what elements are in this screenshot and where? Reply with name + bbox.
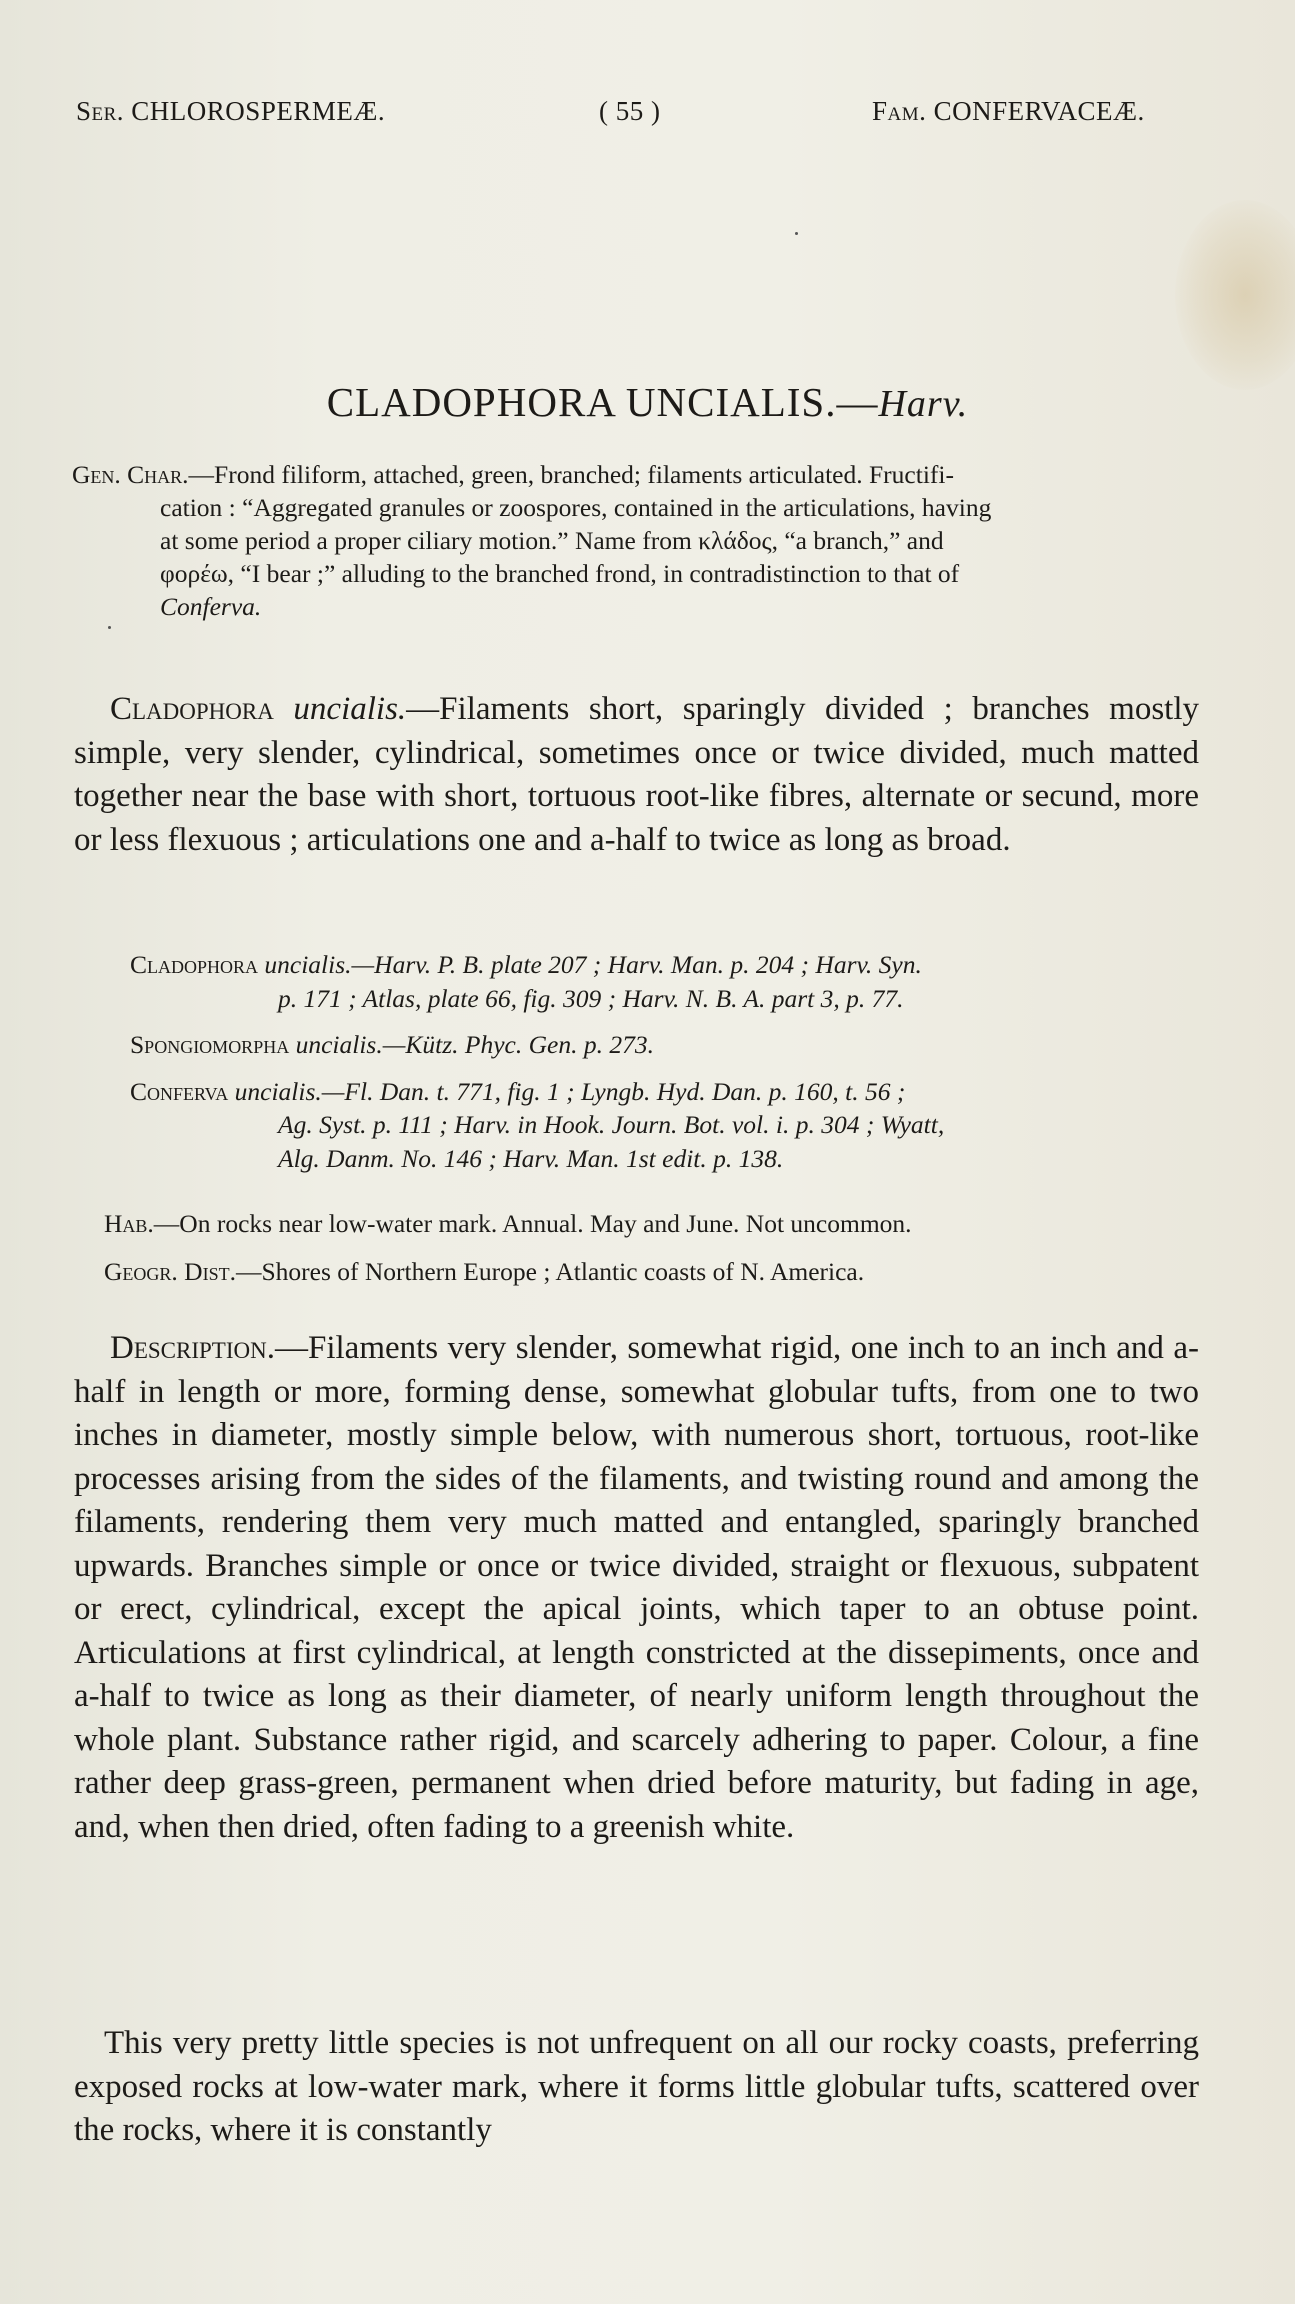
closing-text: This very pretty little species is not unfrequent on all our rocky coasts, preferring exposed rocks at low-water mark, where it forms little globular tufts, scattered over the rocks, where it is constantly — [74, 2025, 1199, 2148]
reference-entry: Conferva uncialis.—Fl. Dan. t. 771, fig. 1 ; Lyngb. Hyd. Dan. p. 160, t. 56 ; Ag. Syst. p. 111 ; Harv. in Hook. Journ. Bot. vol. i. p. 304 ; Wyatt, Alg. Danm. No. 146 ; Harv. Man. 1st edit. p. 138. — [130, 1076, 945, 1173]
reference-entry: Spongiomorpha uncialis.—Kütz. Phyc. Gen. p. 273. — [130, 1030, 654, 1059]
species-epithet: uncialis. — [293, 691, 407, 727]
distribution-line — [104, 1255, 1204, 1288]
habitat-line — [104, 1207, 1204, 1240]
description-paragraph — [74, 1327, 1199, 1849]
habitat-text: —On rocks near low-water mark. Annual. May and June. Not uncommon. — [153, 1209, 912, 1238]
paper-stain — [1175, 200, 1295, 390]
gen-char-line: Conferva. — [160, 592, 262, 621]
genus-name: Cladophora — [110, 691, 274, 727]
gen-char-line: cation : “Aggregated granules or zoospores, contained in the articulations, having — [160, 493, 992, 522]
closing-paragraph — [74, 2022, 1199, 2153]
species-diagnosis — [74, 688, 1199, 862]
synonymy-references — [130, 948, 1200, 1188]
generic-character — [72, 458, 1202, 623]
diagnosis-text: —Filaments short, sparingly divided ; branches mostly simple, very slender, cylindrical, sometimes once or twice divided, much matted together near the base with short, tortuous root-like fibres, alternate or secund, more or less flexuous ; articulations one and a-half to twice as long as broad. — [74, 691, 1199, 858]
title-author: Harv. — [878, 383, 969, 425]
gen-char-label: Gen. Char. — [72, 460, 189, 489]
header-family: Fam. CONFERVACEÆ. — [872, 96, 1145, 126]
gen-char-line: at some period a proper ciliary motion.” Name from κλάδος, “a branch,” and — [160, 526, 944, 555]
title-main: CLADOPHORA UNCIALIS.— — [326, 379, 879, 425]
description-text: —Filaments very slender, somewhat rigid, one inch to an inch and a-half in length or more, forming dense, somewhat globular tufts, from one to two inches in diameter, mostly simple below, with numerous short, tortuous, root-like processes arising from the sides of the filaments, and twisting round and among the filaments, rendering them very much matted and entangled, sparingly branched upwards. Branches simple or once or twice divided, straight or flexuous, subpatent or erect, cylindrical, except the apical joints, which taper to an obtuse point. Articulations at first cylindrical, at length constricted at the dissepiments, once and a-half to twice as long as their diameter, of nearly uniform length throughout the whole plant. Substance rather rigid, and scarcely adhering to paper. Colour, a fine rather deep grass-green, permanent when dried before maturity, but fading in age, and, when then dried, often fading to a greenish white. — [74, 1330, 1199, 1845]
distribution-text: —Shores of Northern Europe ; Atlantic coasts of N. America. — [235, 1257, 865, 1286]
reference-entry: Cladophora uncialis.—Harv. P. B. plate 207 ; Harv. Man. p. 204 ; Harv. Syn. p. 171 ; Atlas, plate 66, fig. 309 ; Harv. N. B. A. part 3, p. 77. — [130, 950, 922, 1013]
running-header — [0, 96, 1295, 136]
species-title — [0, 378, 1295, 426]
distribution-label: Geogr. Dist. — [104, 1257, 236, 1286]
habitat-label: Hab. — [104, 1209, 154, 1238]
header-series: Ser. CHLOROSPERMEÆ. — [76, 96, 386, 126]
speck-mark — [795, 232, 798, 235]
gen-char-line: Gen. Char.—Frond filiform, attached, green, branched; filaments articulated. Fructifi- — [72, 460, 954, 489]
speck-mark — [108, 626, 111, 629]
description-label: Description. — [110, 1330, 275, 1366]
page-number: ( 55 ) — [599, 96, 661, 126]
gen-char-line: φορέω, “I bear ;” alluding to the branched frond, in contradistinction to that of — [160, 559, 960, 588]
